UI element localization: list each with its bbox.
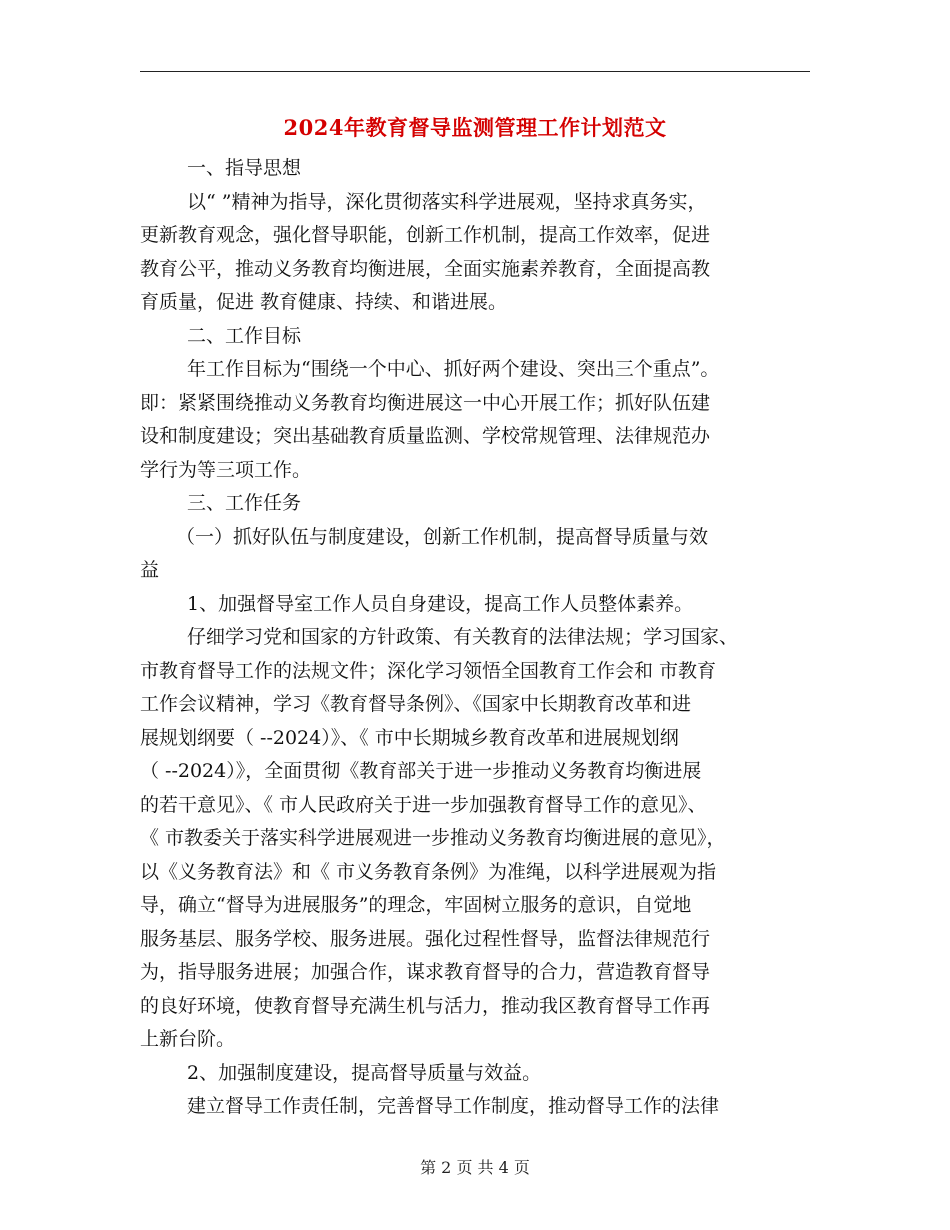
document-body [140,152,812,1124]
header-rule [140,71,810,72]
paragraph-line: （ --2024）》，全面贯彻《教育部关于进一步推动义务教育均衡进展 [140,760,702,782]
paragraph-line: 上新台阶。 [140,1028,236,1050]
paragraph-line: 年工作目标为“围绕一个中心、抓好两个建设、突出三个重点”。 [187,358,720,380]
paragraph-line: 市教育督导工作的法规文件；深化学习领悟全国教育工作会和 市教育 [140,659,717,682]
paragraph-line: 以“ ”精神为指导，深化贯彻落实科学进展观，坚持求真务实， [187,190,707,213]
paragraph-line: 即：紧紧围绕推动义务教育均衡进展这一中心开展工作；抓好队伍建 [140,391,711,414]
page-number-footer: 第 2 页 共 4 页 [420,1158,530,1177]
paragraph-line: 展规划纲要（ --2024）》、《 市中长期城乡教育改革和进展规划纲 [140,726,679,749]
paragraph-line: 设和制度建设；突出基础教育质量监测、学校常规管理、法律规范办 [140,425,711,447]
paragraph-line: 育质量，促进 教育健康、持续、和谐进展。 [140,291,508,313]
paragraph-line: 导，确立“督导为进展服务”的理念，牢固树立服务的意识，自觉地 [140,894,692,916]
subsection-heading: （一）抓好队伍与制度建设，创新工作机制，提高督导质量与效 [176,525,709,548]
paragraph-line: 学行为等三项工作。 [140,458,312,481]
item-heading: 1、加强督导室工作人员自身建设，提高工作人员整体素养。 [187,592,694,615]
section-heading: 三、工作任务 [187,492,302,514]
paragraph-line: 服务基层、服务学校、服务进展。强化过程性督导，监督法律规范行 [140,927,711,950]
paragraph-line: 益 [140,559,160,581]
paragraph-line: 更新教育观念，强化督导职能，创新工作机制，提高工作效率，促进 [140,224,711,246]
paragraph-line: 建立督导工作责任制，完善督导工作制度，推动督导工作的法律 [187,1095,720,1117]
paragraph-line: 的若干意见》、《 市人民政府关于进一步加强教育督导工作的意见》、 [140,793,707,816]
paragraph-line: 工作会议精神，学习《教育督导条例》、《国家中长期教育改革和进 [140,693,692,715]
item-heading: 2、加强制度建设，提高督导质量与效益。 [187,1061,542,1084]
paragraph-line: 教育公平，推动义务教育均衡进展，全面实施素养教育，全面提高教 [140,257,711,280]
section-heading: 二、工作目标 [187,324,302,347]
document-title: 2024年教育督导监测管理工作计划范文 [283,115,667,140]
paragraph-line: 《 市教委关于落实科学进展观进一步推动义务教育均衡进展的意见》， [140,827,726,849]
paragraph-line: 以《义务教育法》和《 市义务教育条例》为准绳，以科学进展观为指 [140,860,717,883]
section-heading: 一、指导思想 [187,157,302,179]
paragraph-line: 仔细学习党和国家的方针政策、有关教育的法律法规；学习国家、 [187,626,739,648]
paragraph-line: 的良好环境，使教育督导充满生机与活力，推动我区教育督导工作再 [140,994,711,1017]
paragraph-line: 为，指导服务进展；加强合作，谋求教育督导的合力，营造教育督导 [140,961,711,983]
